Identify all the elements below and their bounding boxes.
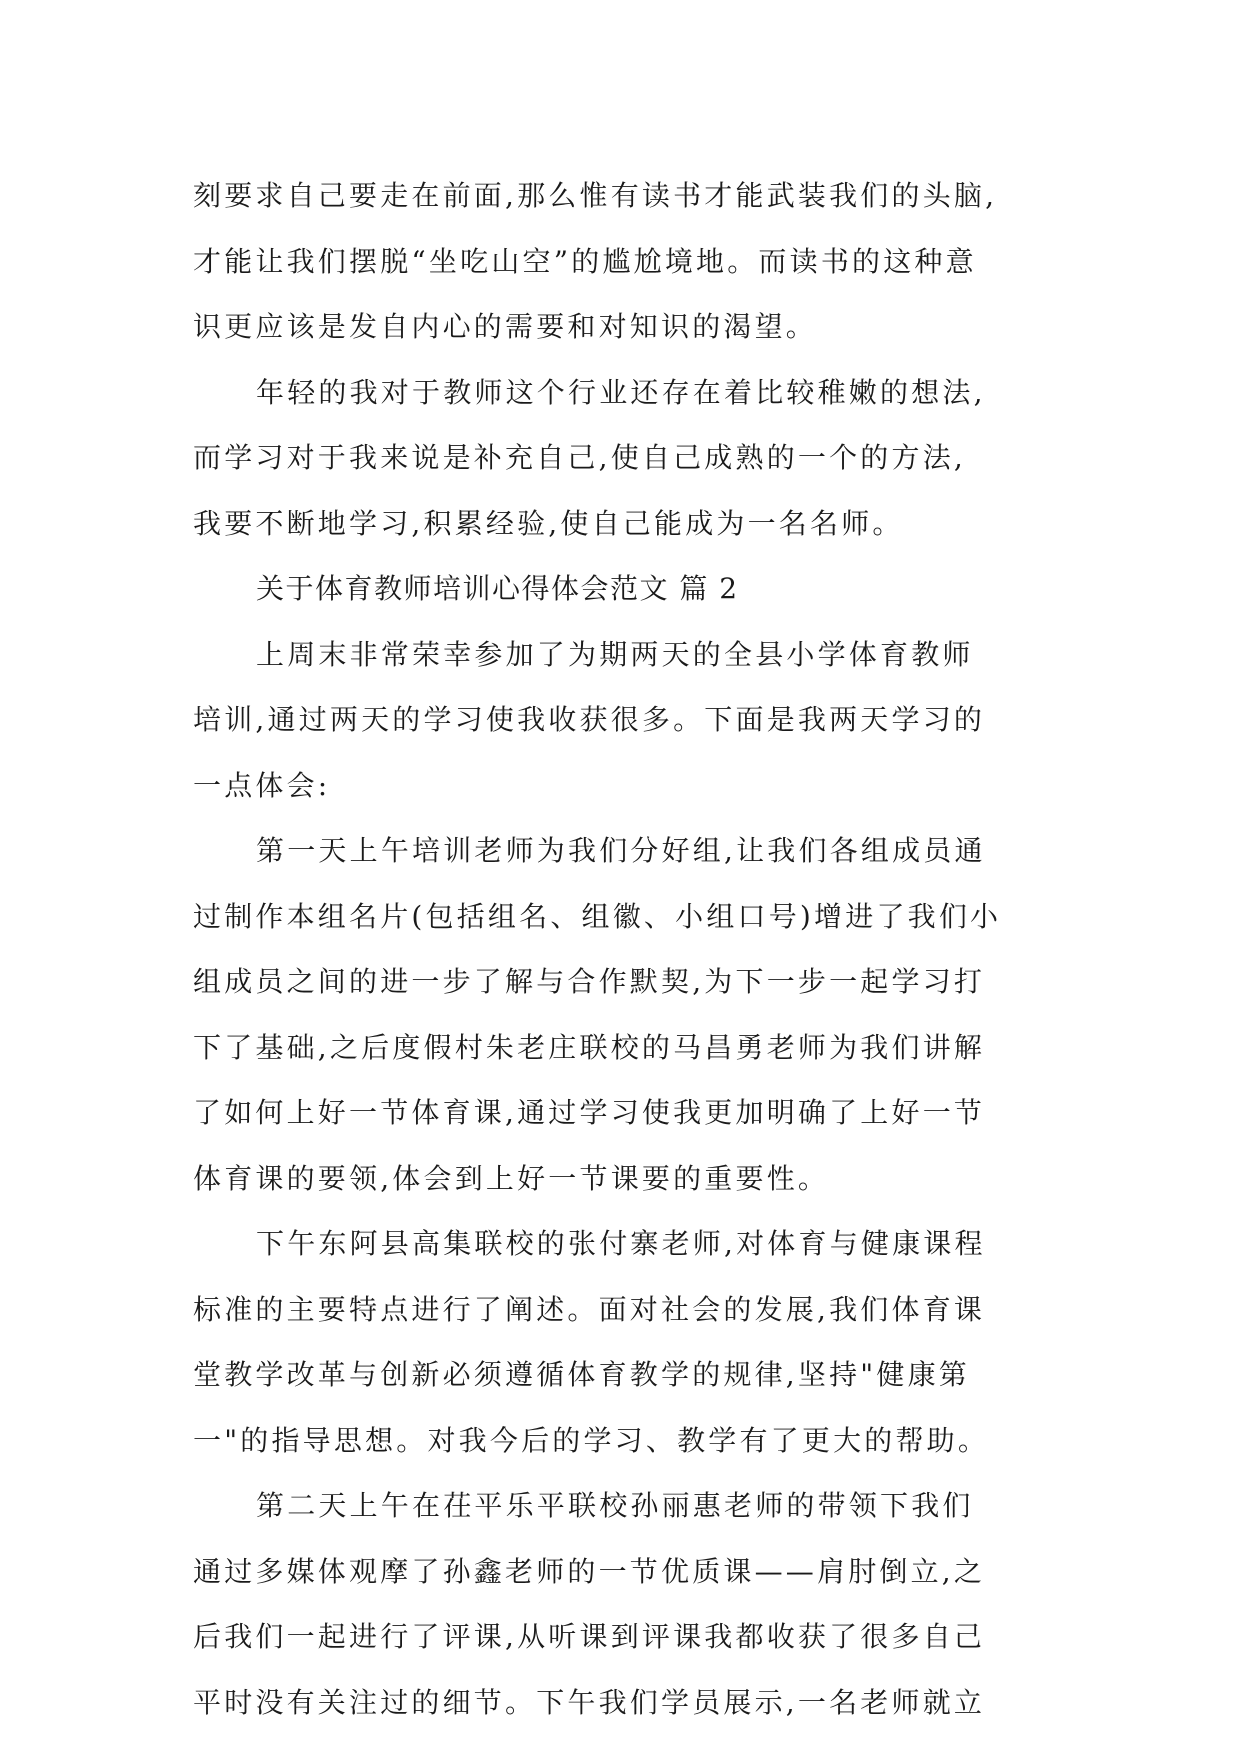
text-line: 体育课的要领,体会到上好一节课要的重要性。	[193, 1161, 830, 1195]
text-line: 识更应该是发自内心的需要和对知识的渴望。	[193, 310, 818, 343]
section-heading: 关于体育教师培训心得体会范文 篇 2	[256, 572, 739, 605]
document-body	[193, 163, 1053, 1735]
text-line: 第一天上午培训老师为我们分好组,让我们各组成员通	[256, 834, 986, 867]
text-line: 上周末非常荣幸参加了为期两天的全县小学体育教师	[256, 637, 974, 671]
text-line: 刻要求自己要走在前面,那么惟有读书才能武装我们的头脑,	[193, 179, 998, 212]
text-line: 组成员之间的进一步了解与合作默契,为下一步一起学习打	[193, 965, 986, 998]
text-line: 才能让我们摆脱“坐吃山空”的尴尬境地。而读书的这种意	[193, 244, 977, 278]
text-line: 标准的主要特点进行了阐述。面对社会的发展,我们体育课	[193, 1292, 986, 1326]
text-line: 培训,通过两天的学习使我收获很多。下面是我两天学习的	[193, 703, 986, 736]
text-line: 一点体会:	[193, 768, 331, 802]
text-line: 年轻的我对于教师这个行业还存在着比较稚嫩的想法,	[256, 375, 986, 409]
text-line: 后我们一起进行了评课,从听课到评课我都收获了很多自己	[193, 1620, 986, 1653]
text-line: 堂教学改革与创新必须遵循体育教学的规律,坚持"健康第	[193, 1358, 970, 1391]
text-line: 过制作本组名片(包括组名、组徽、小组口号)增进了我们小	[193, 899, 1002, 933]
text-line: 通过多媒体观摩了孙鑫老师的一节优质课——肩肘倒立,之	[193, 1554, 986, 1588]
text-line: 下了基础,之后度假村朱老庄联校的马昌勇老师为我们讲解	[193, 1030, 986, 1064]
text-line: 一"的指导思想。对我今后的学习、教学有了更大的帮助。	[193, 1423, 990, 1457]
text-line: 第二天上午在茌平乐平联校孙丽惠老师的带领下我们	[256, 1489, 974, 1522]
text-line: 平时没有关注过的细节。下午我们学员展示,一名老师就立	[193, 1685, 986, 1719]
text-line: 了如何上好一节体育课,通过学习使我更加明确了上好一节	[193, 1096, 986, 1129]
text-line: 而学习对于我来说是补充自己,使自己成熟的一个的方法,	[193, 441, 967, 474]
text-line: 下午东阿县高集联校的张付寨老师,对体育与健康课程	[256, 1227, 986, 1260]
text-line: 我要不断地学习,积累经验,使自己能成为一名名师。	[193, 506, 904, 540]
